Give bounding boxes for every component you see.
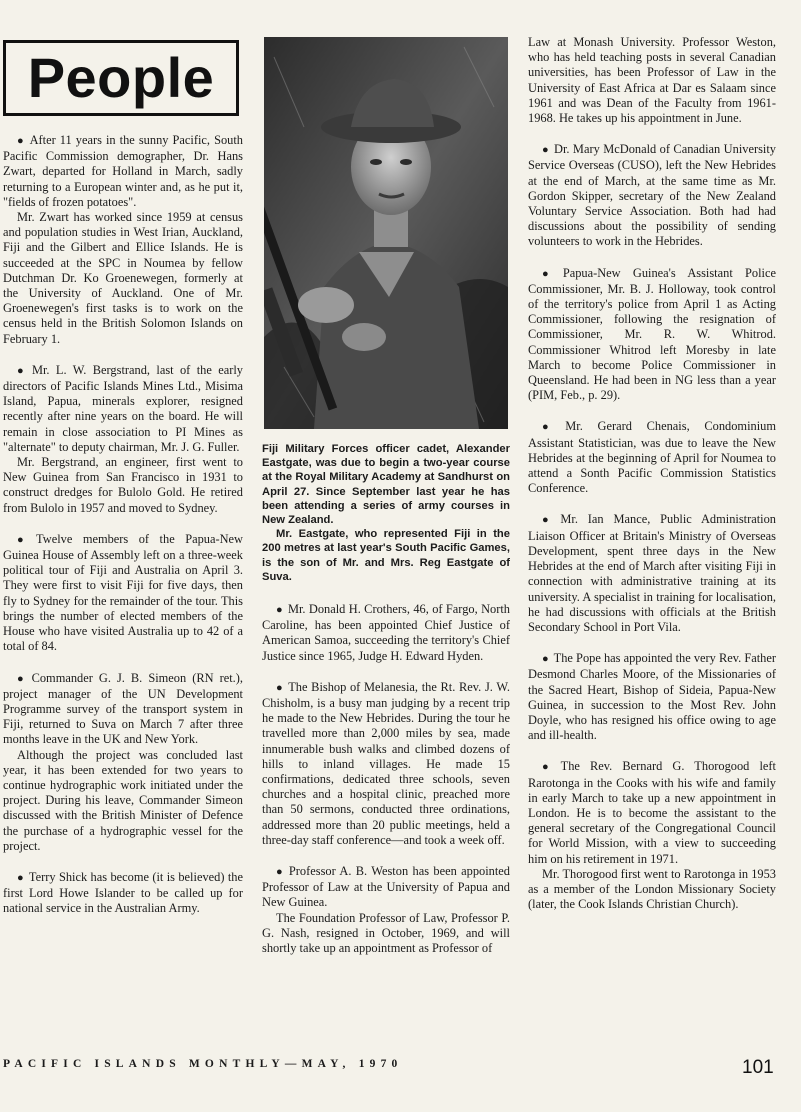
- bullet-icon: ●: [17, 135, 25, 147]
- news-item: ● After 11 years in the sunny Pacific, South Pacific Commission demographer, Dr. Hans Zwart, departed for Holland in March, sadly returning to a European winter and, as he put it, "fields of frozen potatoes". Mr. Zwart has worked since 1959 at census and population studies in West Irian, Auckland, Fiji and the Gilbert and Ellice Islands. He is succeeded at the SPC in Noumea by fellow Dutchman Dr. Ko Groenewegen, formerly at the University of Auckland. One of Mr. Groenewegen's first tasks is to work on the census held in the British Solomon Islands on February 1.: [3, 133, 243, 346]
- column-2: [262, 442, 510, 972]
- news-item: ● The Pope has appointed the very Rev. Father Desmond Charles Moore, of the Missionaries of the Sacred Heart, Bishop of Sideia, Papua-New Guinea, in succession to the Most Rev. John Doyle, who has resigned his office owing to age and ill-health.: [528, 651, 776, 743]
- photo-caption: [262, 442, 510, 584]
- bullet-icon: ●: [17, 364, 27, 377]
- news-item: ● Mr. Gerard Chenais, Condominium Assistant Statistician, was due to leave the New Hebrides at the beginning of April for Noumea to attend a Sonth Pacific Commission Statistics Conference.: [528, 419, 776, 496]
- bullet-icon: ●: [17, 871, 24, 884]
- bullet-icon: ●: [542, 761, 556, 774]
- bullet-icon: ●: [542, 421, 561, 434]
- column-3: [528, 35, 776, 928]
- section-title: People: [27, 46, 215, 109]
- bullet-icon: ●: [17, 533, 32, 546]
- paragraph: Mr. Bergstrand, an engineer, first went to New Guinea from San Francisco in 1931 to construct dredges for Bulolo Gold. He retired from Bulolo in 1957 and moved to Sydney.: [3, 455, 243, 515]
- news-item: ● Mr. Ian Mance, Public Administration Liaison Officer at Britain's Ministry of Overseas Development, spent three days in the New Hebrides at the end of March after visiting Fiji in connection with administrative training at its university. A specialist in training for localisation, he had discussions with officials at the British Secondary School in Port Vila.: [528, 512, 776, 634]
- caption-paragraph: Mr. Eastgate, who represented Fiji in the 200 metres at last year's South Pacific Games, is the son of Mr. and Mrs. Reg Eastgate of Suva.: [262, 528, 510, 583]
- news-item: ● Mr. Donald H. Crothers, 46, of Fargo, North Caroline, has been appointed Chief Justice of American Samoa, succeeding the territory's Chief Justice since 1965, Judge H. Edward Hyden.: [262, 602, 510, 663]
- news-item: ● Terry Shick has become (it is believed) the first Lord Howe Islander to be called up for national service in the Australian Army.: [3, 869, 243, 916]
- bullet-icon: ●: [542, 144, 549, 157]
- news-item: ● Twelve members of the Papua-New Guinea House of Assembly left on a three-week political tour of Fiji and Australia on April 3. They were first to visit Fiji for five days, then fly to Sydney for the remainder of the tour. This brings the number of elected members of the House who have visited Australia up to 42 of a total of 84.: [3, 531, 243, 654]
- news-item: ● The Bishop of Melanesia, the Rt. Rev. J. W. Chisholm, is a busy man judging by a recent trip he made to the New Hebrides. During the tour he travelled more than 2,000 miles by sea, made innumerable bush walks and climbed dozens of hills to inland villages. He made 15 confirmations, dedicated three schools, seven churches and a hospital clinic, preached more than 50 sermons, conducted three ordinations, addressed more than 20 public meetings, held a three-day staff conference—and took a week off.: [262, 679, 510, 847]
- bullet-icon: ●: [542, 267, 558, 280]
- portrait-photo: [264, 37, 508, 429]
- page-number: 101: [742, 1057, 774, 1078]
- bullet-icon: ●: [542, 514, 556, 527]
- news-item: ● Papua-New Guinea's Assistant Police Commissioner, Mr. B. J. Holloway, took control of the territory's police from April 1 as Acting Commissioner, following the resignation of Commissioner, Mr. R. W. Whitrod. Commissioner Whitrod left Moresby in late March to become Police Commissioner in Queensland. He had been in NG less than a year (PIM, Feb., p. 29).: [528, 265, 776, 403]
- running-footer: PACIFIC ISLANDS MONTHLY—MAY, 1970: [3, 1058, 403, 1070]
- news-item: ● Mr. L. W. Bergstrand, last of the early directors of Pacific Islands Mines Ltd., Misima Island, Papua, minerals explorer, resigned recently after nine years on the board. He will remain in close association to PI Mines as "alternate" to deputy chairman, Mr. J. G. Fuller. Mr. Bergstrand, an engineer, first went to New Guinea from San Francisco in 1931 to construct dredges for Bulolo Gold. He retired from Bulolo in 1957 and moved to Sydney.: [3, 362, 243, 515]
- news-item: ● Professor A. B. Weston has been appointed Professor of Law at the University of Papua and New Guinea. The Foundation Professor of Law, Professor P. G. Nash, resigned in October, 1969, and will shortly take up an appointment as Professor of: [262, 864, 510, 956]
- news-item: ● The Rev. Bernard G. Thorogood left Rarotonga in the Cooks with his wife and family in early March to take up a new appointment in London. He is to become the assistant to the general secretary of the Congregational Council for World Mission, with a view to succeeding him on his retirement in 1971. Mr. Thorogood first went to Rarotonga in 1953 as a member of the London Missionary Society (later, the Cook Islands Christian Church).: [528, 759, 776, 912]
- section-masthead: [3, 40, 239, 116]
- paragraph: The Foundation Professor of Law, Professor P. G. Nash, resigned in October, 1969, and will shortly take up an appointment as Professor of: [262, 910, 510, 956]
- column-1: [3, 133, 243, 933]
- news-item: ● Commander G. J. B. Simeon (RN ret.), project manager of the UN Development Programme survey of the transport system in Fiji, returned to Suva on March 7 after three months leave in the UK and New York. Although the project was concluded last year, it has been extended for two years to continue hydrographic work initiated under the project. During his leave, Commander Simeon discussed with the British Minister of Defence the purchase of a hydrographic vessel for the project.: [3, 670, 243, 853]
- continued-paragraph: Law at Monash University. Professor Weston, who has held teaching posts in several Canadian universities, has been Professor of Law in the University of East Africa at Dar es Salaam since 1961 and was Dean of the Faculty from 1961-1968. He takes up his appointment in June.: [528, 35, 776, 126]
- paragraph: Although the project was concluded last year, it has been extended for two years to continue hydrographic work initiated under the project. During his leave, Commander Simeon discussed with the British Minister of Defence the purchase of a hydrographic vessel for the project.: [3, 747, 243, 853]
- paragraph: Mr. Zwart has worked since 1959 at census and population studies in West Irian, Auckland, Fiji and the Gilbert and Ellice Islands. He is succeeded at the SPC in Noumea by fellow Dutchman Dr. Ko Groenewegen, formerly at the University of Auckland. One of Mr. Groenewegen's first tasks is to work on the census held in the British Solomon Islands on February 1.: [3, 210, 243, 346]
- bullet-icon: ●: [276, 681, 284, 694]
- paragraph: Mr. Thorogood first went to Rarotonga in 1953 as a member of the London Missionary Society (later, the Cook Islands Christian Church).: [528, 866, 776, 912]
- soldier-portrait-image: [264, 37, 508, 429]
- bullet-icon: ●: [17, 672, 27, 685]
- news-item: ● Dr. Mary McDonald of Canadian University Service Overseas (CUSO), left the New Hebrides at the end of March, at the same time as Mr. Gordon Skipper, secretary of the New Zealand Voluntary Service Association. Both had had discussions about the possibility of sending volunteers to work in the Hebrides.: [528, 142, 776, 249]
- bullet-icon: ●: [276, 866, 284, 879]
- bullet-icon: ●: [542, 653, 549, 666]
- bullet-icon: ●: [276, 604, 283, 617]
- caption-paragraph: Fiji Military Forces officer cadet, Alexander Eastgate, was due to begin a two-year course at the Royal Military Academy at Sandhurst on April 27. Since September last year he has been attending a series of army courses in New Zealand.: [262, 443, 510, 527]
